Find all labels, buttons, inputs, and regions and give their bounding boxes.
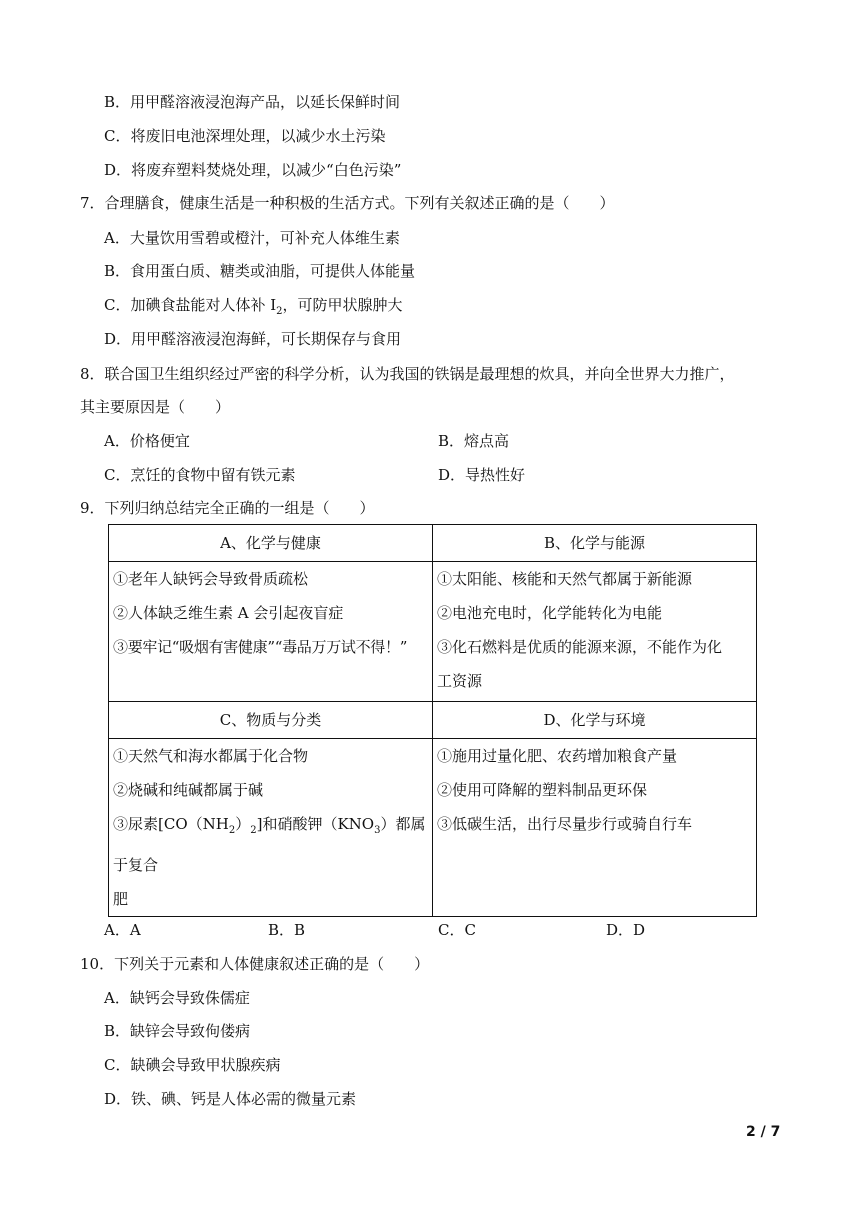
q9-stem: 9．下列归纳总结完全正确的一组是（ ） bbox=[80, 499, 375, 517]
table-c-item-3-cont: 于复合 bbox=[113, 856, 159, 874]
table-cell-c bbox=[109, 739, 433, 917]
q6-option-d: D．将废弃塑料焚烧处理，以减少“白色污染” bbox=[104, 161, 402, 179]
q8-option-b: B．熔点高 bbox=[438, 432, 510, 450]
table-c-item-1: ①天然气和海水都属于化合物 bbox=[113, 747, 309, 765]
table-b-item-2: ②电池充电时，化学能转化为电能 bbox=[437, 604, 663, 622]
q7-option-a: A．大量饮用雪碧或橙汁，可补充人体维生素 bbox=[104, 229, 400, 247]
q8-stem-line2: 其主要原因是（ ） bbox=[80, 398, 231, 416]
table-a-item-3: ③要牢记“吸烟有害健康”“毒品万万试不得！” bbox=[113, 638, 408, 656]
table-b-item-3: ③化石燃料是优质的能源来源，不能作为化 bbox=[437, 638, 723, 656]
q8-option-d: D．导热性好 bbox=[438, 466, 526, 484]
table-cell-a bbox=[109, 562, 433, 702]
table-header-d: D、化学与环境 bbox=[433, 702, 757, 739]
q10-option-d: D．铁、碘、钙是人体必需的微量元素 bbox=[104, 1090, 357, 1108]
table-cell-b bbox=[433, 562, 757, 702]
q10-option-c: C．缺碘会导致甲状腺疾病 bbox=[104, 1056, 281, 1074]
q9-option-d: D．D bbox=[606, 921, 646, 939]
table-cell-d bbox=[433, 739, 757, 917]
q9-summary-table bbox=[108, 524, 757, 917]
q6-option-b: B．用甲醛溶液浸泡海产品，以延长保鲜时间 bbox=[104, 93, 401, 111]
q8-option-c: C．烹饪的食物中留有铁元素 bbox=[104, 466, 296, 484]
q10-stem: 10．下列关于元素和人体健康叙述正确的是（ ） bbox=[80, 955, 430, 973]
table-a-item-1: ①老年人缺钙会导致骨质疏松 bbox=[113, 570, 309, 588]
q9-option-a: A．A bbox=[104, 921, 141, 939]
q8-option-a: A．价格便宜 bbox=[104, 432, 190, 450]
q10-option-b: B．缺锌会导致佝偻病 bbox=[104, 1022, 251, 1040]
q9-option-c: C．C bbox=[438, 921, 476, 939]
table-c-item-3: ③尿素$[CO(NH_2)_2]$和硝酸钾$(KNO_3)$都属 bbox=[113, 815, 426, 836]
table-c-item-2: ②烧碱和纯碱都属于碱 bbox=[113, 781, 264, 799]
table-d-item-1: ①施用过量化肥、农药增加粮食产量 bbox=[437, 747, 678, 765]
table-d-item-2: ②使用可降解的塑料制品更环保 bbox=[437, 781, 648, 799]
table-header-c: C、物质与分类 bbox=[109, 702, 433, 739]
page-number: 2 / 7 bbox=[746, 1124, 781, 1140]
table-d-item-3: ③低碳生活，出行尽量步行或骑自行车 bbox=[437, 815, 693, 833]
q10-option-a: A．缺钙会导致侏儒症 bbox=[104, 989, 250, 1007]
q8-stem-line1: 8．联合国卫生组织经过严密的科学分析，认为我国的铁锅是最理想的炊具，并向全世界大力推广， bbox=[80, 365, 735, 383]
table-header-a: A、化学与健康 bbox=[109, 525, 433, 562]
table-c-item-3-cont2: 肥 bbox=[113, 890, 129, 908]
q7-option-c: C．加碘食盐能对人体补 $I_2$，可防甲状腺肿大 bbox=[104, 296, 403, 317]
q7-option-b: B．食用蛋白质、糖类或油脂，可提供人体能量 bbox=[104, 262, 416, 280]
table-a-item-2: ②人体缺乏维生素 A 会引起夜盲症 bbox=[113, 604, 344, 622]
q6-option-c: C．将废旧电池深埋处理，以减少水土污染 bbox=[104, 127, 386, 145]
q9-option-b: B．B bbox=[268, 921, 306, 939]
q7-option-d: D．用甲醛溶液浸泡海鲜，可长期保存与食用 bbox=[104, 330, 402, 348]
table-header-b: B、化学与能源 bbox=[433, 525, 757, 562]
table-b-item-3-cont: 工资源 bbox=[437, 672, 483, 690]
table-b-item-1: ①太阳能、核能和天然气都属于新能源 bbox=[437, 570, 693, 588]
q7-stem: 7．合理膳食，健康生活是一种积极的生活方式。下列有关叙述正确的是（ ） bbox=[80, 194, 615, 212]
